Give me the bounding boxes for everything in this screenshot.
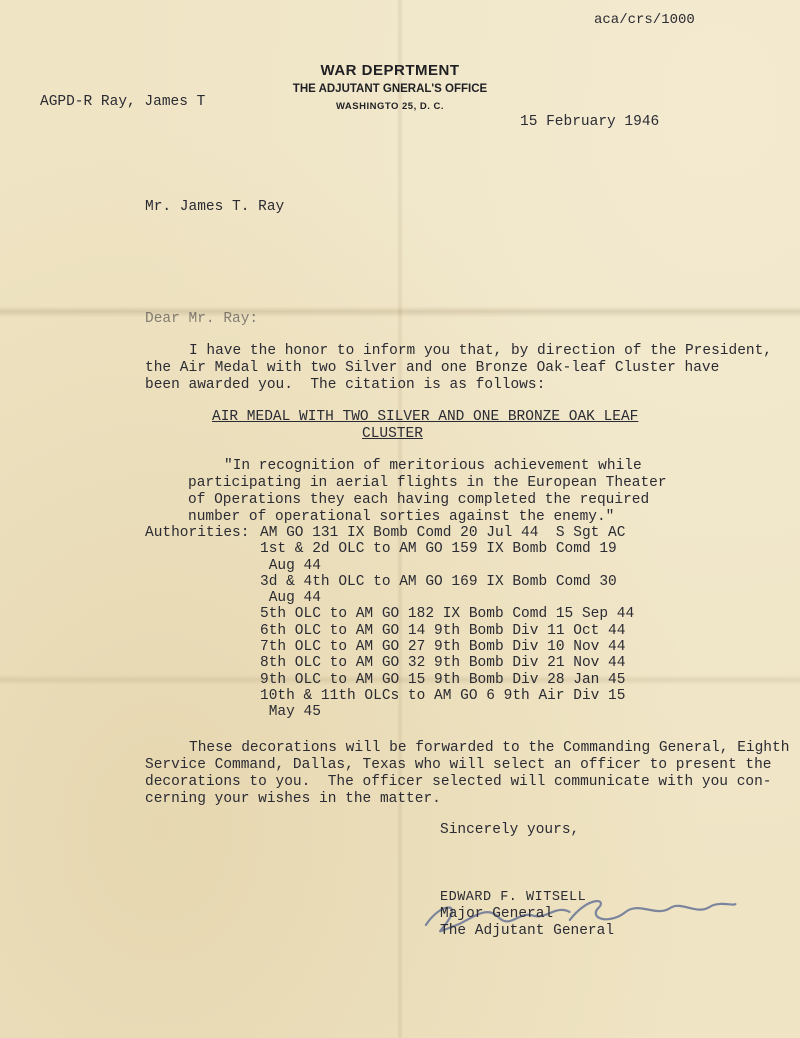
authority-line: 7th OLC to AM GO 27 9th Bomb Div 10 Nov 44	[260, 639, 626, 656]
closing-line: cerning your wishes in the matter.	[145, 791, 441, 807]
signatory-title: The Adjutant General	[440, 923, 615, 939]
letter-date: 15 February 1946	[520, 114, 660, 130]
authority-line: 9th OLC to AM GO 15 9th Bomb Div 28 Jan 45	[260, 671, 626, 688]
closing-paragraph	[145, 740, 789, 808]
body-intro	[145, 343, 772, 394]
letterhead-office: THE ADJUTANT GNERAL'S OFFICE	[292, 83, 488, 95]
complimentary-close: Sincerely yours,	[440, 822, 580, 838]
letterhead-address: WASHINGTO 25, D. C.	[335, 101, 445, 112]
closing-line: decorations to you. The officer selected will communicate with you con-	[145, 774, 772, 790]
body-line: been awarded you. The citation is as follows:	[145, 377, 546, 393]
authority-line: 6th OLC to AM GO 14 9th Bomb Div 11 Oct 44	[260, 622, 626, 639]
citation-line: of Operations they each having completed the required	[188, 492, 650, 508]
letterhead	[260, 62, 520, 112]
citation-title-line: AIR MEDAL WITH TWO SILVER AND ONE BRONZE OAK LEAF	[212, 409, 639, 425]
authorities-label: Authorities:	[145, 525, 250, 541]
file-reference: aca/crs/1000	[594, 12, 695, 28]
authority-line: 3d & 4th OLC to AM GO 169 IX Bomb Comd 30	[260, 573, 617, 590]
authority-line: 10th & 11th OLCs to AM GO 6 9th Air Div 15	[260, 687, 626, 704]
recipient-name: Mr. James T. Ray	[145, 199, 285, 215]
body-line: I have the honor to inform you that, by direction of the President,	[189, 343, 772, 359]
citation-title	[212, 409, 638, 443]
signatory-rank: Major General	[440, 906, 554, 922]
authority-line: 5th OLC to AM GO 182 IX Bomb Comd 15 Sep 44	[260, 606, 635, 623]
authority-line: May 45	[260, 704, 321, 721]
citation-line: number of operational sorties against the enemy."	[188, 509, 615, 525]
closing-line: These decorations will be forwarded to the Commanding General, Eighth	[189, 740, 790, 756]
authority-line: AM GO 131 IX Bomb Comd 20 Jul 44 S Sgt AC	[260, 525, 626, 541]
citation-text	[188, 458, 667, 526]
signatory-block	[440, 889, 614, 940]
letterhead-department: WAR DEPRTMENT	[320, 62, 460, 79]
authorities-list	[260, 525, 634, 721]
authority-line: 1st & 2d OLC to AM GO 159 IX Bomb Comd 19	[260, 541, 617, 558]
authority-line: 8th OLC to AM GO 32 9th Bomb Div 21 Nov 44	[260, 655, 626, 672]
authority-line: Aug 44	[260, 557, 321, 574]
citation-line: participating in aerial flights in the European Theater	[188, 475, 667, 491]
body-line: the Air Medal with two Silver and one Bronze Oak-leaf Cluster have	[145, 360, 720, 376]
salutation: Dear Mr. Ray:	[145, 311, 259, 327]
closing-line: Service Command, Dallas, Texas who will select an officer to present the	[145, 757, 772, 773]
citation-title-line: CLUSTER	[362, 426, 423, 442]
reference-line: AGPD-R Ray, James T	[40, 94, 206, 110]
citation-line: "In recognition of meritorious achievement while	[224, 458, 642, 474]
signatory-name: EDWARD F. WITSELL	[440, 890, 587, 905]
authority-line: Aug 44	[260, 590, 321, 607]
